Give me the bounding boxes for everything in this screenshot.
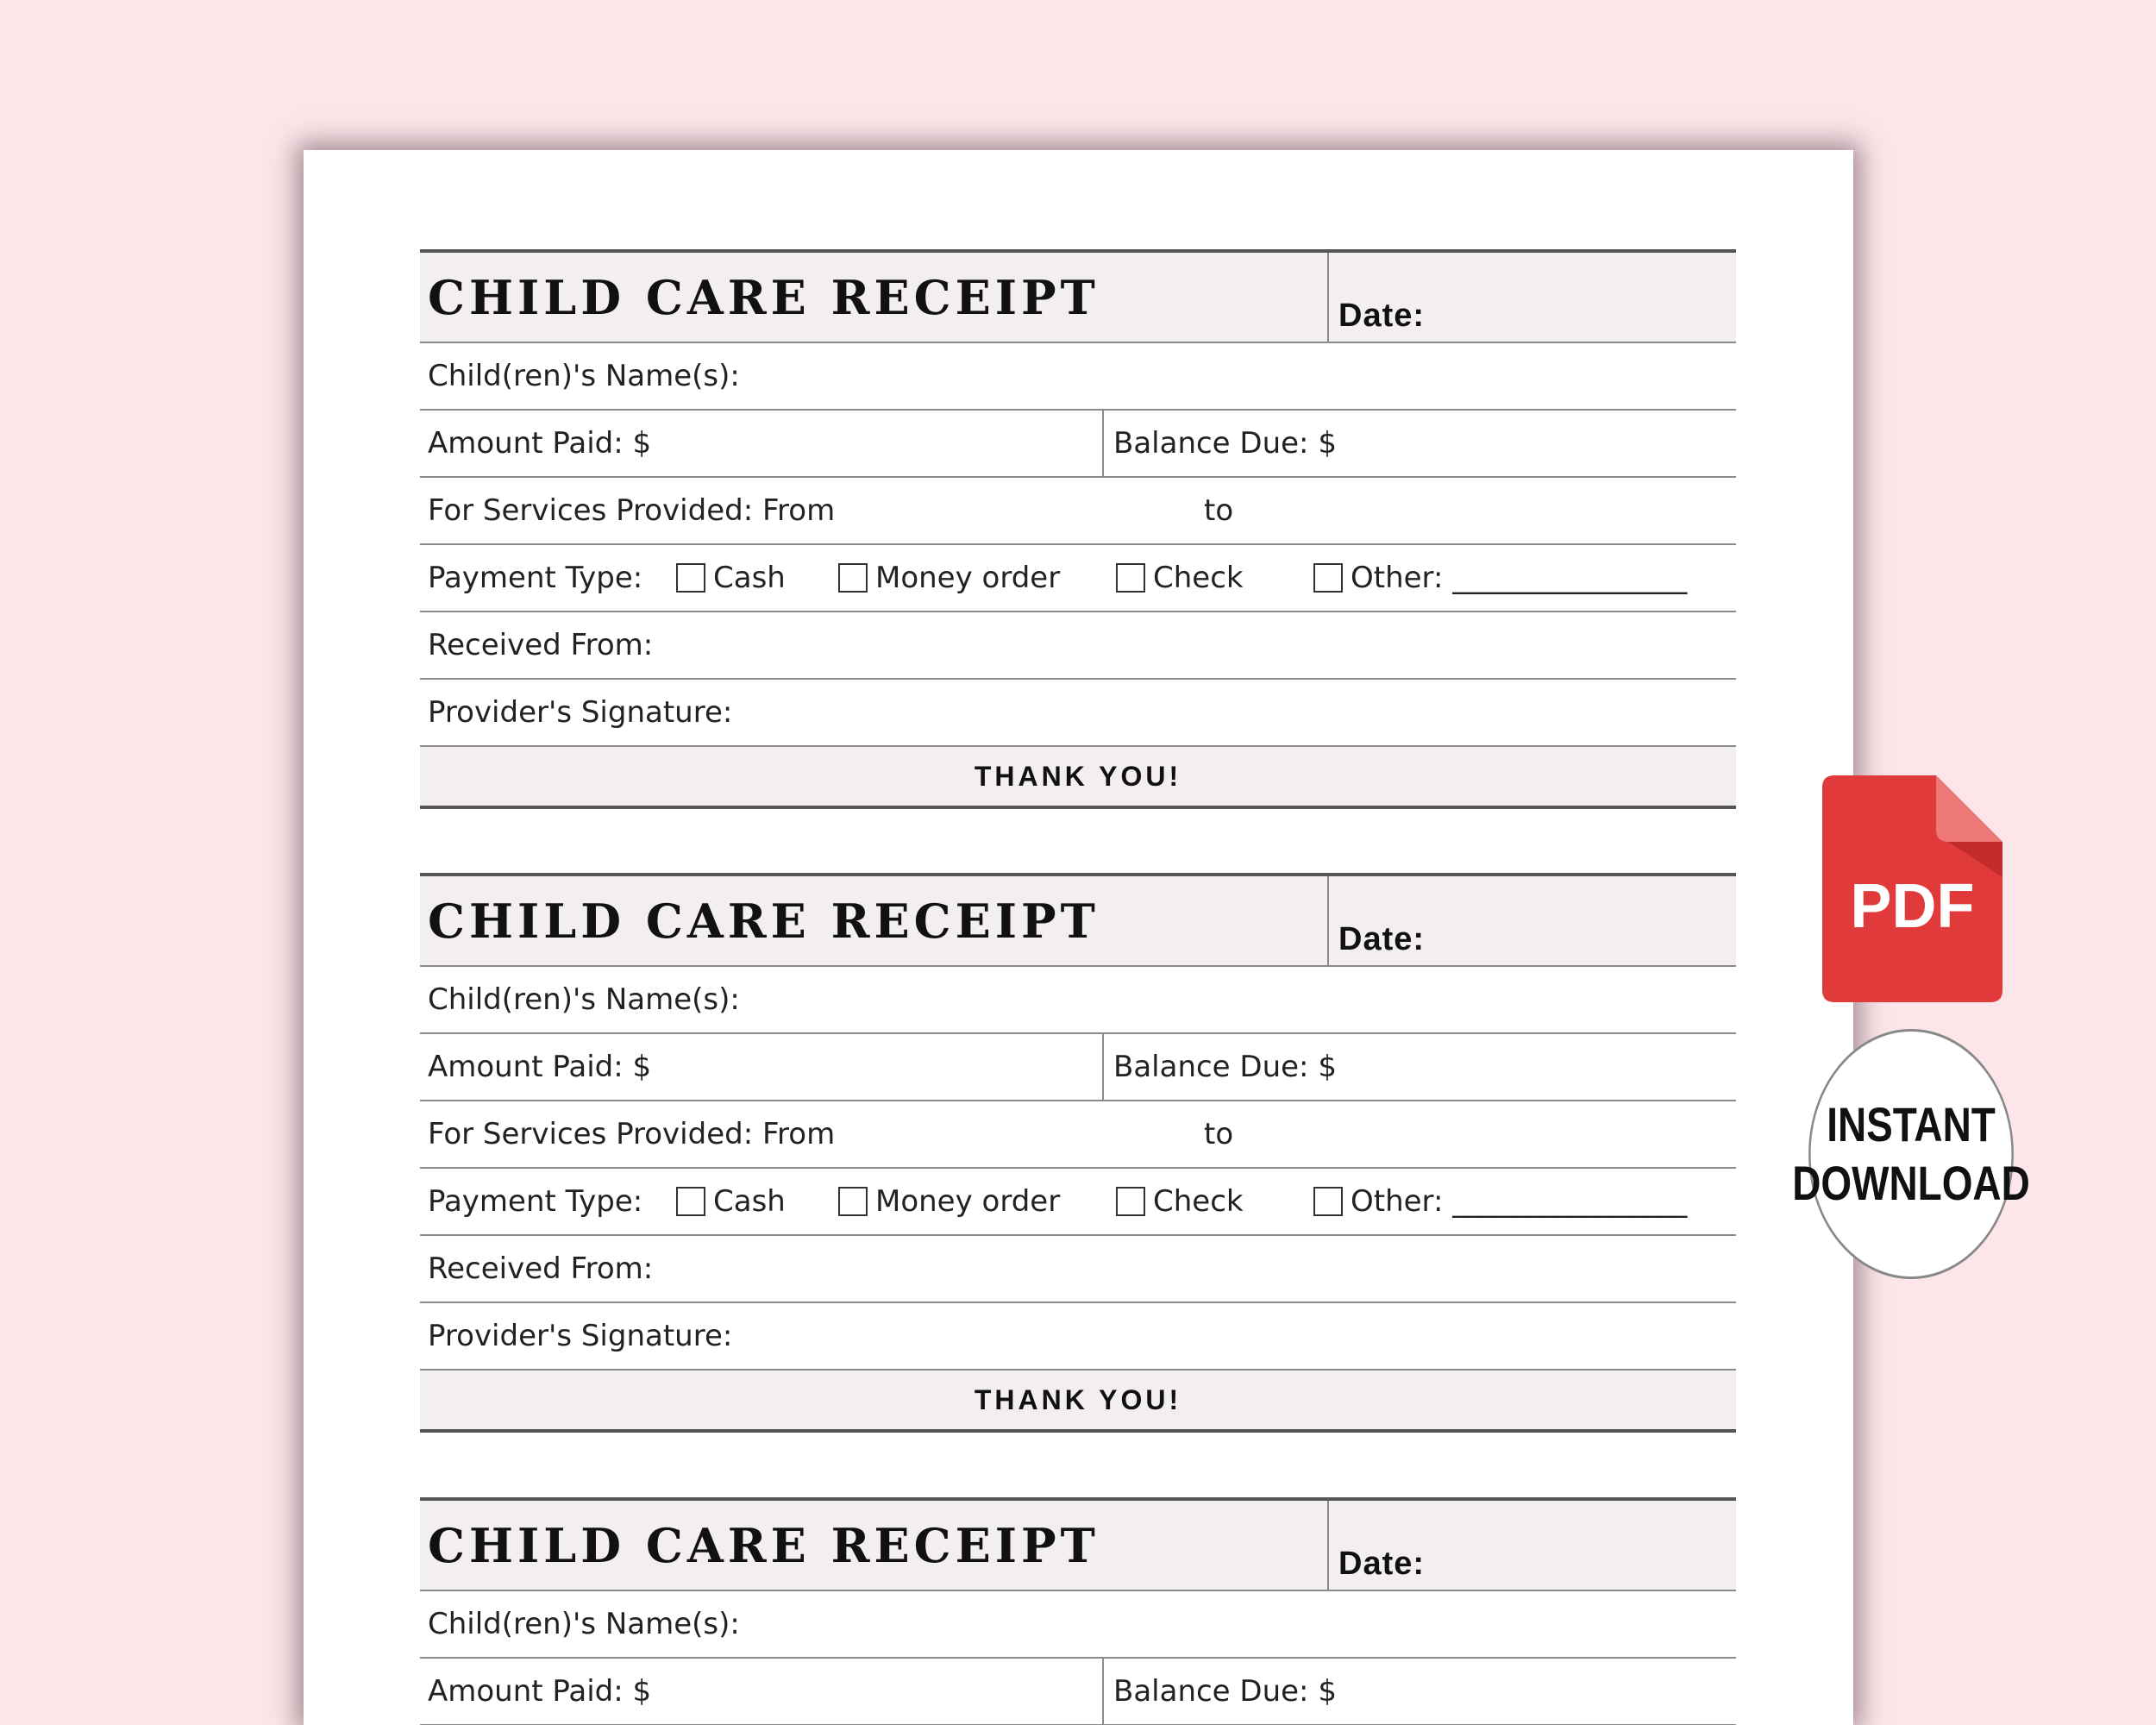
payment-option-money-order[interactable]	[838, 561, 1060, 595]
amount-paid-label: Amount Paid: $	[428, 1674, 652, 1709]
amount-row	[420, 1034, 1736, 1101]
children-name-label: Child(ren)'s Name(s):	[428, 982, 740, 1017]
received-from-field[interactable]	[420, 612, 1736, 680]
balance-due-label: Balance Due: $	[1113, 426, 1337, 461]
checkbox-icon[interactable]	[838, 1187, 868, 1216]
checkbox-icon[interactable]	[676, 1187, 705, 1216]
receipt-sheet	[304, 150, 1853, 1725]
checkbox-icon[interactable]	[676, 563, 705, 593]
services-period-field[interactable]	[420, 1101, 1736, 1169]
balance-due-label: Balance Due: $	[1113, 1674, 1337, 1709]
children-name-label: Child(ren)'s Name(s):	[428, 359, 740, 393]
payment-option-cash[interactable]	[676, 1184, 786, 1219]
receipt-header	[420, 1497, 1736, 1591]
download-label: DOWNLOAD	[1792, 1156, 2030, 1210]
balance-due-field[interactable]	[1104, 1674, 1337, 1709]
receipt-header	[420, 249, 1736, 343]
children-name-field[interactable]	[420, 967, 1736, 1034]
amount-paid-field[interactable]	[420, 1659, 1104, 1724]
payment-option-label: Money order	[875, 561, 1061, 595]
services-from-label: For Services Provided: From	[428, 1117, 836, 1151]
payment-option-other[interactable]	[1313, 561, 1687, 595]
received-from-field[interactable]	[420, 1236, 1736, 1303]
amount-paid-field[interactable]	[420, 411, 1104, 476]
checkbox-icon[interactable]	[1116, 563, 1145, 593]
thank-you-banner: THANK YOU!	[420, 1371, 1736, 1433]
receipt-1	[420, 249, 1736, 809]
checkbox-icon[interactable]	[1116, 1187, 1145, 1216]
instant-download-badge	[1792, 1029, 2030, 1279]
services-to-label: to	[1204, 493, 1234, 528]
date-field[interactable]: Date:	[1338, 1546, 1426, 1582]
payment-option-label: Check	[1153, 1184, 1244, 1219]
payment-option-check[interactable]	[1116, 1184, 1244, 1219]
received-from-label: Received From:	[428, 628, 654, 662]
payment-option-label: Cash	[713, 1184, 786, 1219]
date-field[interactable]: Date:	[1338, 298, 1426, 334]
balance-due-field[interactable]	[1104, 1050, 1337, 1084]
signature-field[interactable]	[420, 680, 1736, 747]
balance-due-label: Balance Due: $	[1113, 1050, 1337, 1084]
balance-due-field[interactable]	[1104, 426, 1337, 461]
checkbox-icon[interactable]	[838, 563, 868, 593]
services-from-label: For Services Provided: From	[428, 493, 836, 528]
receipt-title: CHILD CARE RECEIPT	[420, 876, 1329, 965]
signature-label: Provider's Signature:	[428, 695, 733, 730]
payment-type-row	[420, 1169, 1736, 1236]
amount-row	[420, 1659, 1736, 1725]
services-period-field[interactable]	[420, 478, 1736, 545]
pdf-label: PDF	[1850, 872, 1975, 941]
amount-row	[420, 411, 1736, 478]
receipt-header	[420, 873, 1736, 967]
payment-option-label: Money order	[875, 1184, 1061, 1219]
payment-option-other[interactable]	[1313, 1184, 1687, 1219]
payment-option-label: Check	[1153, 561, 1244, 595]
instant-label: INSTANT	[1827, 1097, 1996, 1151]
received-from-label: Received From:	[428, 1251, 654, 1286]
receipt-3	[420, 1497, 1736, 1725]
receipt-title: CHILD CARE RECEIPT	[420, 253, 1329, 342]
children-name-field[interactable]	[420, 1591, 1736, 1659]
payment-option-label: Cash	[713, 561, 786, 595]
signature-label: Provider's Signature:	[428, 1319, 733, 1353]
signature-field[interactable]	[420, 1303, 1736, 1371]
payment-type-label: Payment Type:	[428, 1184, 643, 1219]
checkbox-icon[interactable]	[1313, 563, 1343, 593]
payment-type-label: Payment Type:	[428, 561, 643, 595]
payment-option-money-order[interactable]	[838, 1184, 1060, 1219]
amount-paid-field[interactable]	[420, 1034, 1104, 1100]
receipt-2	[420, 873, 1736, 1433]
payment-type-row	[420, 545, 1736, 612]
payment-option-label: Other: ________________	[1351, 561, 1688, 595]
services-to-label: to	[1204, 1117, 1234, 1151]
thank-you-banner: THANK YOU!	[420, 747, 1736, 809]
date-field[interactable]: Date:	[1338, 921, 1426, 957]
amount-paid-label: Amount Paid: $	[428, 1050, 652, 1084]
children-name-field[interactable]	[420, 343, 1736, 411]
payment-option-label: Other: ________________	[1351, 1184, 1688, 1219]
receipt-title: CHILD CARE RECEIPT	[420, 1501, 1329, 1590]
payment-option-cash[interactable]	[676, 561, 786, 595]
payment-option-check[interactable]	[1116, 561, 1244, 595]
amount-paid-label: Amount Paid: $	[428, 426, 652, 461]
children-name-label: Child(ren)'s Name(s):	[428, 1607, 740, 1641]
checkbox-icon[interactable]	[1313, 1187, 1343, 1216]
